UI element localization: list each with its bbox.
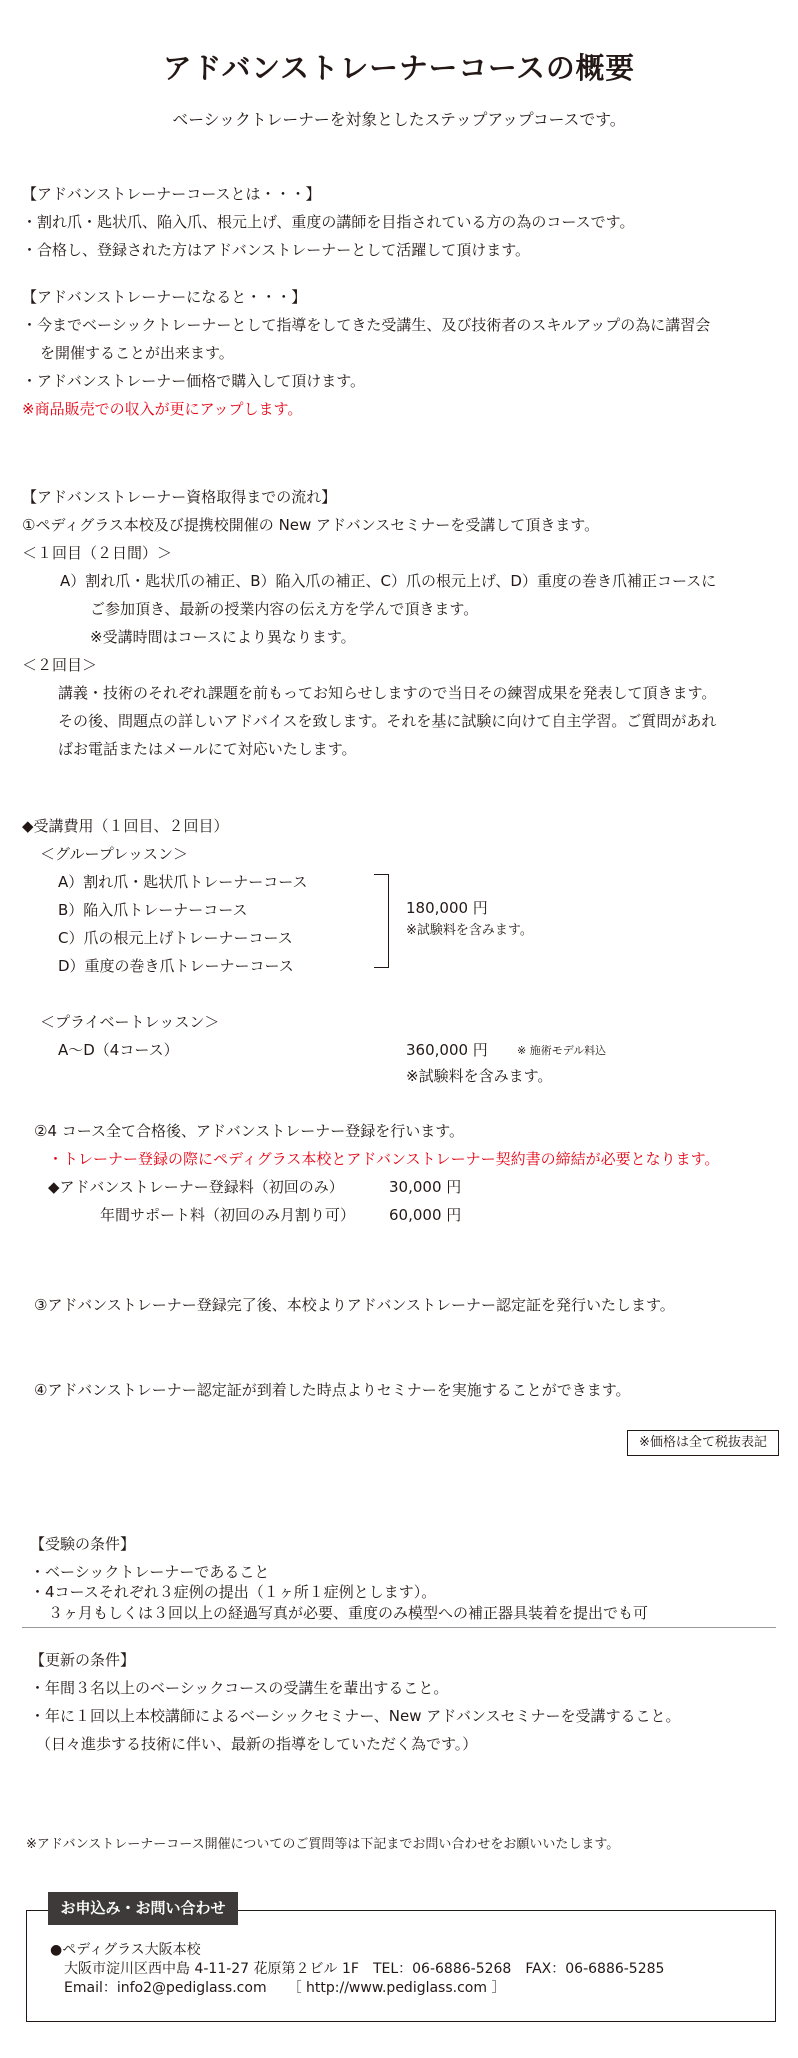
- conditions-line-1: ・ベーシックトレーナーであること: [30, 1563, 270, 1581]
- contract-note: ・トレーナー登録の際にペディグラス本校とアドバンストレーナー契約書の締結が必要となります。: [48, 1150, 720, 1168]
- group-course-a: A）割れ爪・匙状爪トレーナーコース: [58, 873, 308, 891]
- contact-tab: お申込み・お問い合わせ: [48, 1892, 238, 1925]
- page-title: アドバンストレーナーコースの概要: [162, 51, 636, 85]
- tax-note-box: ※価格は全て税抜表記: [627, 1430, 779, 1456]
- group-course-c: C）爪の根元上げトレーナーコース: [58, 929, 293, 947]
- flow-second-line-2: その後、問題点の詳しいアドバイスを致します。それを基に試験に向けて自主学習。ご質問があれ: [58, 712, 717, 730]
- about-heading: 【アドバンストレーナーコースとは・・・】: [22, 185, 321, 203]
- private-lesson-label: ＜プライベートレッスン＞: [40, 1013, 220, 1031]
- flow-first-line-1: A）割れ爪・匙状爪の補正、B）陥入爪の補正、C）爪の根元上げ、D）重度の巻き爪補正コースに: [60, 572, 717, 590]
- renewal-line-3: （日々進歩する技術に伴い、最新の指導をしていただく為です。）: [36, 1735, 478, 1753]
- flow-second-label: ＜２回目＞: [22, 656, 98, 674]
- conditions-line-2: ・4コースそれぞれ３症例の提出（１ヶ所１症例とします）。: [30, 1583, 437, 1601]
- course-bracket: [374, 874, 389, 968]
- flow-second-line-3: ばお電話またはメールにて対応いたします。: [58, 740, 357, 758]
- private-price-note: ※試験料を含みます。: [406, 1067, 553, 1085]
- renewal-heading: 【更新の条件】: [30, 1651, 136, 1669]
- support-fee-label: 年間サポート料（初回のみ月割り可）: [100, 1206, 356, 1224]
- registration-fee-label: ◆アドバンストレーナー登録料（初回のみ）: [48, 1178, 344, 1196]
- renewal-line-1: ・年間３名以上のベーシックコースの受講生を輩出すること。: [30, 1679, 449, 1697]
- group-course-b: B）陥入爪トレーナーコース: [58, 901, 248, 919]
- step-4: ④アドバンストレーナー認定証が到着した時点よりセミナーを実施することができます。: [34, 1381, 631, 1399]
- flow-step-1: ①ペディグラス本校及び提携校開催の New アドバンスセミナーを受講して頂きます。: [22, 516, 600, 534]
- become-line-1: ・今までベーシックトレーナーとして指導をしてきた受講生、及び技術者のスキルアップの為に講習会: [22, 316, 711, 334]
- private-course: A～D（4コース）: [58, 1041, 179, 1059]
- step-3: ③アドバンストレーナー登録完了後、本校よりアドバンストレーナー認定証を発行いたします。: [34, 1296, 675, 1314]
- private-price-extra: ※ 施術モデル料込: [517, 1044, 607, 1057]
- group-course-d: D）重度の巻き爪トレーナーコース: [58, 957, 294, 975]
- conditions-heading: 【受験の条件】: [30, 1535, 136, 1553]
- become-line-2: を開催することが出来ます。: [40, 344, 234, 362]
- group-price-note: ※試験料を含みます。: [406, 923, 533, 938]
- contact-school: ●ペディグラス大阪本校: [50, 1942, 201, 1958]
- become-line-3: ・アドバンストレーナー価格で購入して頂けます。: [22, 372, 366, 390]
- fees-heading: ◆受講費用（１回目、２回目）: [22, 817, 229, 835]
- conditions-line-3: ３ヶ月もしくは３回以上の経過写真が必要、重度のみ模型への補正器具装着を提出でも可: [48, 1604, 649, 1622]
- about-line-2: ・合格し、登録された方はアドバンストレーナーとして活躍して頂けます。: [22, 241, 531, 259]
- about-line-1: ・割れ爪・匙状爪、陥入爪、根元上げ、重度の講師を目指されている方の為のコースです。: [22, 213, 635, 231]
- registration-fee-value: 30,000 円: [389, 1178, 462, 1196]
- page-subtitle: ベーシックトレーナーを対象としたステップアップコースです。: [172, 110, 626, 129]
- become-highlight: ※商品販売での収入が更にアップします。: [22, 400, 303, 418]
- group-lesson-label: ＜グループレッスン＞: [40, 845, 189, 863]
- contact-email-web: Email：info2@pediglass.com ［ http://www.pediglass.com ］: [64, 1980, 506, 1996]
- flow-heading: 【アドバンストレーナー資格取得までの流れ】: [22, 488, 337, 506]
- contact-address: 大阪市淀川区西中島 4-11-27 花原第２ビル 1F TEL：06-6886-5268 FAX：06-6886-5285: [64, 1961, 665, 1977]
- support-fee-value: 60,000 円: [389, 1206, 462, 1224]
- group-price: 180,000 円: [406, 899, 488, 917]
- renewal-line-2: ・年に１回以上本校講師によるベーシックセミナー、New アドバンスセミナーを受講すること。: [30, 1707, 681, 1725]
- section-divider: [22, 1627, 776, 1628]
- private-price: 360,000 円: [406, 1041, 488, 1059]
- flow-first-line-3: ※受講時間はコースにより異なります。: [90, 628, 356, 646]
- flow-second-line-1: 講義・技術のそれぞれ課題を前もってお知らせしますので当日その練習成果を発表して頂きます。: [58, 684, 717, 702]
- become-heading: 【アドバンストレーナーになると・・・】: [22, 288, 307, 306]
- step-2: ②4 コース全て合格後、アドバンストレーナー登録を行います。: [34, 1122, 465, 1140]
- inquiry-note: ※アドバンストレーナーコース開催についてのご質問等は下記までお問い合わせをお願いいたします。: [26, 1837, 620, 1852]
- flow-first-label: ＜１回目（２日間）＞: [22, 544, 173, 562]
- flow-first-line-2: ご参加頂き、最新の授業内容の伝え方を学んで頂きます。: [90, 600, 479, 618]
